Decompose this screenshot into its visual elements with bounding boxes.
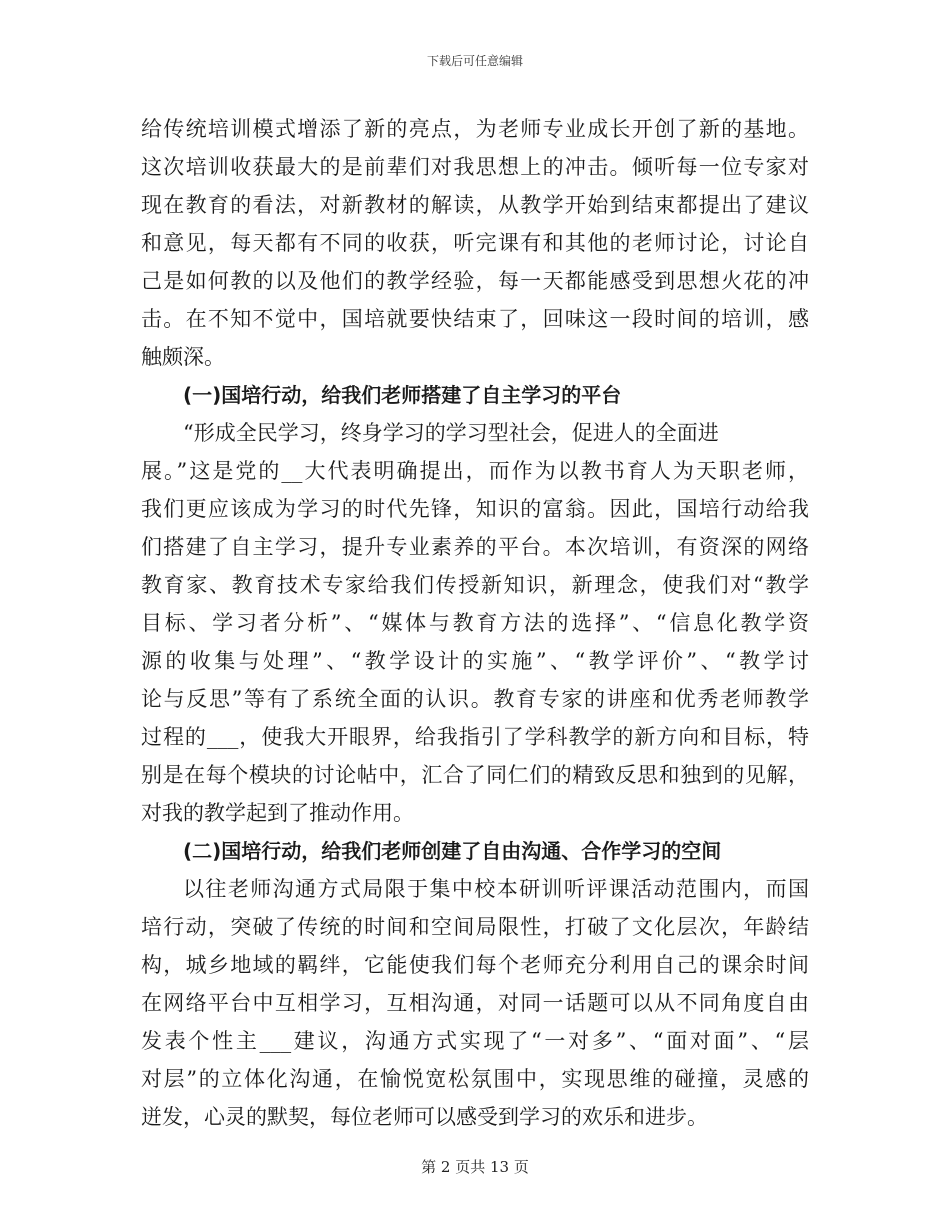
- body-line: 和意见，每天都有不同的收获，听完课有和其他的老师讨论，讨论自: [141, 231, 809, 255]
- body-line: “形成全民学习，终身学习的学习型社会，促进人的全面进: [183, 421, 719, 445]
- page-number-footer: 第 2 页共 13 页: [421, 1158, 529, 1176]
- body-line: 发表个性主___建议，沟通方式实现了“一对多”、“面对面”、“层: [141, 1029, 809, 1053]
- body-line: 展。”这是党的__大代表明确提出，而作为以教书育人为天职老师，: [141, 459, 809, 483]
- body-line: 迸发，心灵的默契，每位老师可以感受到学习的欢乐和进步。: [141, 1105, 708, 1129]
- body-line: 教育家、教育技术专家给我们传授新知识，新理念，使我们对“教学: [141, 573, 809, 597]
- body-line: 别是在每个模块的讨论帖中，汇合了同仁们的精致反思和独到的见解，: [141, 763, 809, 787]
- body-line: 以往老师沟通方式局限于集中校本研训听评课活动范围内，而国: [183, 877, 809, 901]
- page-header: 下载后可任意编辑: [426, 54, 523, 68]
- body-line: 触颇深。: [141, 345, 225, 369]
- section-heading-1: (一)国培行动，给我们老师搭建了自主学习的平台: [183, 383, 622, 407]
- body-line: 击。在不知不觉中，国培就要快结束了，回味这一段时间的培训，感: [141, 307, 809, 331]
- body-line: 对我的教学起到了推动作用。: [141, 801, 414, 825]
- body-line: 培行动，突破了传统的时间和空间局限性，打破了文化层次，年龄结: [141, 915, 809, 939]
- body-line: 论与反思”等有了系统全面的认识。教育专家的讲座和优秀老师教学: [141, 687, 809, 711]
- body-line: 我们更应该成为学习的时代先锋，知识的富翁。因此，国培行动给我: [141, 497, 809, 521]
- body-line: 在网络平台中互相学习，互相沟通，对同一话题可以从不同角度自由: [141, 991, 809, 1015]
- body-line: 构，城乡地域的羁绊，它能使我们每个老师充分利用自己的课余时间: [141, 953, 809, 977]
- body-line: 己是如何教的以及他们的教学经验，每一天都能感受到思想火花的冲: [141, 269, 809, 293]
- section-heading-2: (二)国培行动，给我们老师创建了自由沟通、合作学习的空间: [183, 839, 722, 863]
- body-line: 给传统培训模式增添了新的亮点，为老师专业成长开创了新的基地。: [141, 117, 809, 141]
- body-line: 对层”的立体化沟通，在愉悦宽松氛围中，实现思维的碰撞，灵感的: [141, 1067, 809, 1091]
- body-line: 目标、学习者分析”、“媒体与教育方法的选择”、“信息化教学资: [141, 611, 809, 635]
- body-line: 现在教育的看法，对新教材的解读，从教学开始到结束都提出了建议: [141, 193, 809, 217]
- document-body: [141, 110, 809, 1136]
- body-line: 源的收集与处理”、“教学设计的实施”、“教学评价”、“教学讨: [141, 649, 809, 673]
- body-line: 们搭建了自主学习，提升专业素养的平台。本次培训，有资深的网络: [141, 535, 809, 559]
- body-line: 这次培训收获最大的是前辈们对我思想上的冲击。倾听每一位专家对: [141, 155, 809, 179]
- body-line: 过程的___，使我大开眼界，给我指引了学科教学的新方向和目标，特: [141, 725, 809, 749]
